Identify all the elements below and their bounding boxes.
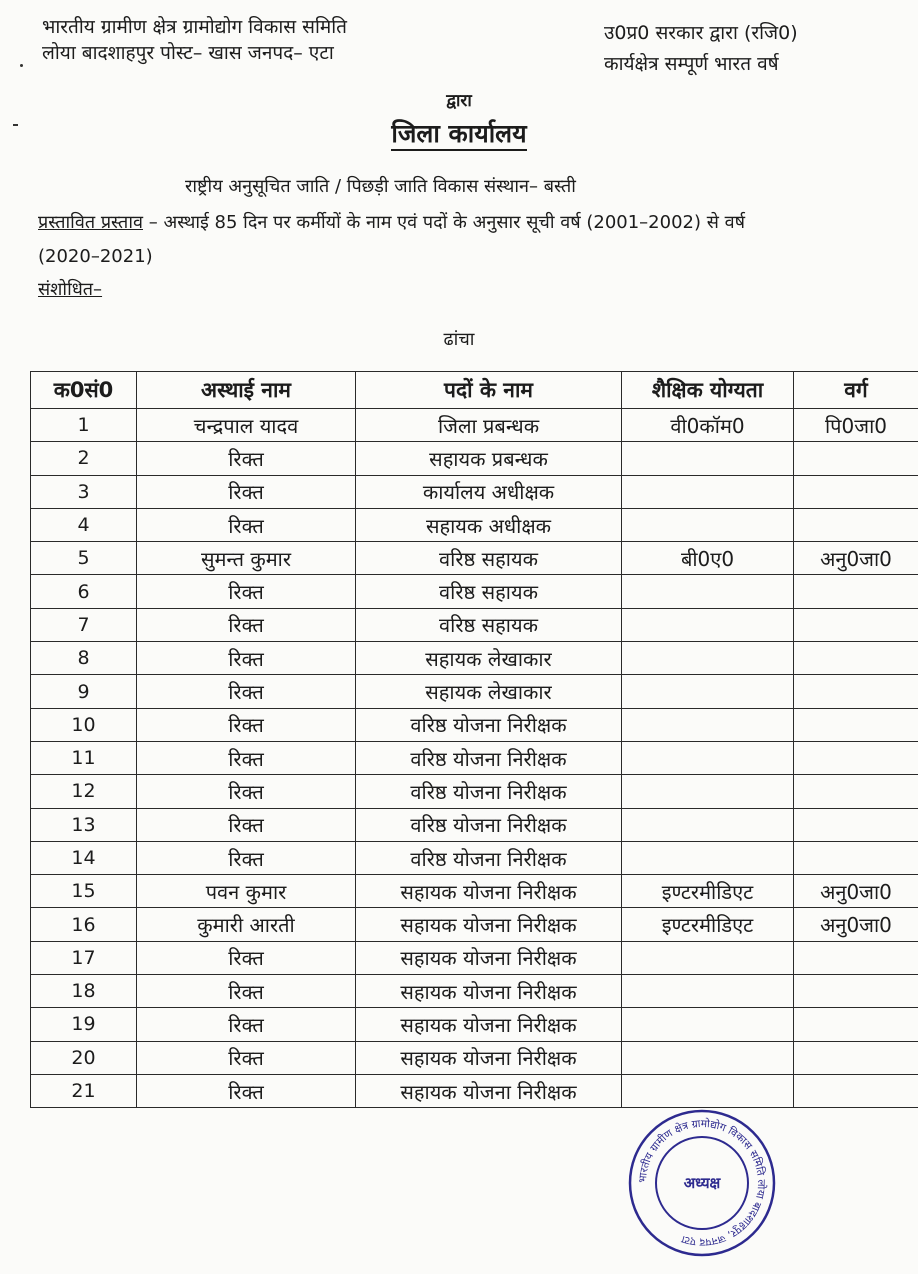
category-cell <box>794 1074 918 1107</box>
post-name-cell: सहायक प्रबन्धक <box>356 442 622 475</box>
category-cell <box>794 841 918 874</box>
qualification-cell <box>622 608 794 641</box>
table-row <box>31 1074 918 1107</box>
table-row <box>31 475 918 508</box>
serial-number-cell: 1 <box>31 409 137 442</box>
table-row <box>31 675 918 708</box>
temporary-name-cell: रिक्त <box>137 1008 356 1041</box>
category-cell <box>794 775 918 808</box>
jurisdiction-line: कार्यक्षेत्र सम्पूर्ण भारत वर्ष <box>604 53 779 75</box>
category-cell <box>794 808 918 841</box>
registration-line: उ0प्र0 सरकार द्वारा (रजि0) <box>604 22 798 44</box>
category-cell <box>794 642 918 675</box>
qualification-cell <box>622 741 794 774</box>
proposal-label: प्रस्तावित प्रस्ताव <box>38 212 143 233</box>
qualification-cell <box>622 675 794 708</box>
post-name-cell: सहायक अधीक्षक <box>356 508 622 541</box>
post-name-cell: वरिष्ठ योजना निरीक्षक <box>356 708 622 741</box>
temporary-name-cell: रिक्त <box>137 675 356 708</box>
serial-number-cell: 5 <box>31 542 137 575</box>
table-row <box>31 1041 918 1074</box>
post-name-cell: सहायक योजना निरीक्षक <box>356 1008 622 1041</box>
column-header: क0सं0 <box>31 372 137 409</box>
post-name-cell: जिला प्रबन्धक <box>356 409 622 442</box>
temporary-name-cell: रिक्त <box>137 642 356 675</box>
column-header: वर्ग <box>794 372 918 409</box>
qualification-cell <box>622 775 794 808</box>
temporary-name-cell: रिक्त <box>137 608 356 641</box>
post-name-cell: सहायक लेखाकार <box>356 675 622 708</box>
qualification-cell <box>622 475 794 508</box>
seal-center-text: अध्यक्ष <box>683 1174 721 1192</box>
table-row <box>31 941 918 974</box>
qualification-cell <box>622 808 794 841</box>
table-row <box>31 841 918 874</box>
office-title <box>0 116 918 150</box>
qualification-cell <box>622 708 794 741</box>
post-name-cell: वरिष्ठ योजना निरीक्षक <box>356 741 622 774</box>
temporary-name-cell: रिक्त <box>137 508 356 541</box>
table-row <box>31 975 918 1008</box>
serial-number-cell: 10 <box>31 708 137 741</box>
chairman-seal <box>627 1108 777 1258</box>
category-cell: अनु0जा0 <box>794 542 918 575</box>
temporary-name-cell: रिक्त <box>137 941 356 974</box>
category-cell <box>794 575 918 608</box>
serial-number-cell: 17 <box>31 941 137 974</box>
table-row <box>31 1008 918 1041</box>
table-row <box>31 542 918 575</box>
table-header-row <box>31 372 918 409</box>
revised-label: संशोधित– <box>38 279 103 300</box>
post-name-cell: वरिष्ठ योजना निरीक्षक <box>356 841 622 874</box>
qualification-cell: बी0ए0 <box>622 542 794 575</box>
temporary-name-cell: रिक्त <box>137 741 356 774</box>
org-address: लोया बादशाहपुर पोस्ट– खास जनपद– एटा <box>42 42 334 64</box>
serial-number-cell: 20 <box>31 1041 137 1074</box>
category-cell <box>794 1041 918 1074</box>
table-row <box>31 808 918 841</box>
table-row <box>31 741 918 774</box>
serial-number-cell: 13 <box>31 808 137 841</box>
temporary-name-cell: रिक्त <box>137 808 356 841</box>
table-row <box>31 608 918 641</box>
temporary-name-cell: कुमारी आरती <box>137 908 356 941</box>
qualification-cell <box>622 1041 794 1074</box>
category-cell <box>794 608 918 641</box>
serial-number-cell: 7 <box>31 608 137 641</box>
table-row <box>31 642 918 675</box>
serial-number-cell: 16 <box>31 908 137 941</box>
serial-number-cell: 15 <box>31 875 137 908</box>
qualification-cell <box>622 442 794 475</box>
temporary-name-cell: रिक्त <box>137 442 356 475</box>
post-name-cell: सहायक योजना निरीक्षक <box>356 975 622 1008</box>
via-label: द्वारा <box>446 91 472 111</box>
post-name-cell: सहायक योजना निरीक्षक <box>356 1041 622 1074</box>
org-name: भारतीय ग्रामीण क्षेत्र ग्रामोद्योग विकास समिति <box>42 16 348 38</box>
post-name-cell: सहायक लेखाकार <box>356 642 622 675</box>
serial-number-cell: 6 <box>31 575 137 608</box>
category-cell <box>794 508 918 541</box>
qualification-cell <box>622 575 794 608</box>
org-header-right <box>604 18 798 80</box>
table-row <box>31 908 918 941</box>
proposal-text: – अस्थाई 85 दिन पर कर्मीयों के नाम एवं पदों के अनुसार सूची वर्ष (2001–2002) से वर्ष (2020–2021) <box>38 212 746 267</box>
serial-number-cell: 2 <box>31 442 137 475</box>
post-name-cell: वरिष्ठ सहायक <box>356 608 622 641</box>
table-row <box>31 775 918 808</box>
post-name-cell: सहायक योजना निरीक्षक <box>356 1074 622 1107</box>
post-name-cell: वरिष्ठ योजना निरीक्षक <box>356 775 622 808</box>
qualification-cell <box>622 941 794 974</box>
temporary-name-cell: रिक्त <box>137 975 356 1008</box>
post-name-cell: सहायक योजना निरीक्षक <box>356 875 622 908</box>
qualification-cell <box>622 508 794 541</box>
temporary-name-cell: पवन कुमार <box>137 875 356 908</box>
category-cell <box>794 475 918 508</box>
post-name-cell: सहायक योजना निरीक्षक <box>356 941 622 974</box>
category-cell <box>794 675 918 708</box>
temporary-name-cell: रिक्त <box>137 708 356 741</box>
scan-speck <box>20 64 23 67</box>
post-name-cell: कार्यालय अधीक्षक <box>356 475 622 508</box>
qualification-cell <box>622 1008 794 1041</box>
temporary-name-cell: रिक्त <box>137 575 356 608</box>
temporary-name-cell: रिक्त <box>137 775 356 808</box>
serial-number-cell: 11 <box>31 741 137 774</box>
serial-number-cell: 19 <box>31 1008 137 1041</box>
category-cell <box>794 708 918 741</box>
serial-number-cell: 12 <box>31 775 137 808</box>
qualification-cell: इण्टरमीडिएट <box>622 908 794 941</box>
post-name-cell: सहायक योजना निरीक्षक <box>356 908 622 941</box>
column-header: अस्थाई नाम <box>137 372 356 409</box>
qualification-cell <box>622 841 794 874</box>
qualification-cell <box>622 1074 794 1107</box>
category-cell <box>794 741 918 774</box>
category-cell: पि0जा0 <box>794 409 918 442</box>
post-name-cell: वरिष्ठ योजना निरीक्षक <box>356 808 622 841</box>
qualification-cell <box>622 642 794 675</box>
category-cell <box>794 1008 918 1041</box>
serial-number-cell: 9 <box>31 675 137 708</box>
org-header-left <box>42 14 347 66</box>
post-name-cell: वरिष्ठ सहायक <box>356 542 622 575</box>
temporary-name-cell: रिक्त <box>137 841 356 874</box>
serial-number-cell: 4 <box>31 508 137 541</box>
category-cell: अनु0जा0 <box>794 875 918 908</box>
category-cell <box>794 442 918 475</box>
structure-label: ढांचा <box>443 329 475 350</box>
proposal-paragraph <box>38 206 808 274</box>
post-name-cell: वरिष्ठ सहायक <box>356 575 622 608</box>
qualification-cell <box>622 975 794 1008</box>
table-row <box>31 708 918 741</box>
office-title-text: जिला कार्यालय <box>391 119 526 151</box>
qualification-cell: इण्टरमीडिएट <box>622 875 794 908</box>
temporary-name-cell: रिक्त <box>137 1074 356 1107</box>
temporary-name-cell: चन्द्रपाल यादव <box>137 409 356 442</box>
staff-table <box>30 371 918 1108</box>
category-cell: अनु0जा0 <box>794 908 918 941</box>
serial-number-cell: 14 <box>31 841 137 874</box>
temporary-name-cell: रिक्त <box>137 475 356 508</box>
column-header: पदों के नाम <box>356 372 622 409</box>
institute-line: राष्ट्रीय अनुसूचित जाति / पिछड़ी जाति विकास संस्थान– बस्ती <box>185 176 576 197</box>
qualification-cell: वी0कॉम0 <box>622 409 794 442</box>
temporary-name-cell: रिक्त <box>137 1041 356 1074</box>
table-row <box>31 508 918 541</box>
temporary-name-cell: सुमन्त कुमार <box>137 542 356 575</box>
serial-number-cell: 21 <box>31 1074 137 1107</box>
serial-number-cell: 3 <box>31 475 137 508</box>
table-row <box>31 575 918 608</box>
category-cell <box>794 975 918 1008</box>
table-row <box>31 442 918 475</box>
category-cell <box>794 941 918 974</box>
serial-number-cell: 8 <box>31 642 137 675</box>
seal-ring-text: भारतीय ग्रामीण क्षेत्र ग्रामोद्योग विकास समिति लोया बादशाहपुर, जनपद एटा <box>636 1117 768 1249</box>
table-row <box>31 409 918 442</box>
column-header: शैक्षिक योग्यता <box>622 372 794 409</box>
table-row <box>31 875 918 908</box>
serial-number-cell: 18 <box>31 975 137 1008</box>
